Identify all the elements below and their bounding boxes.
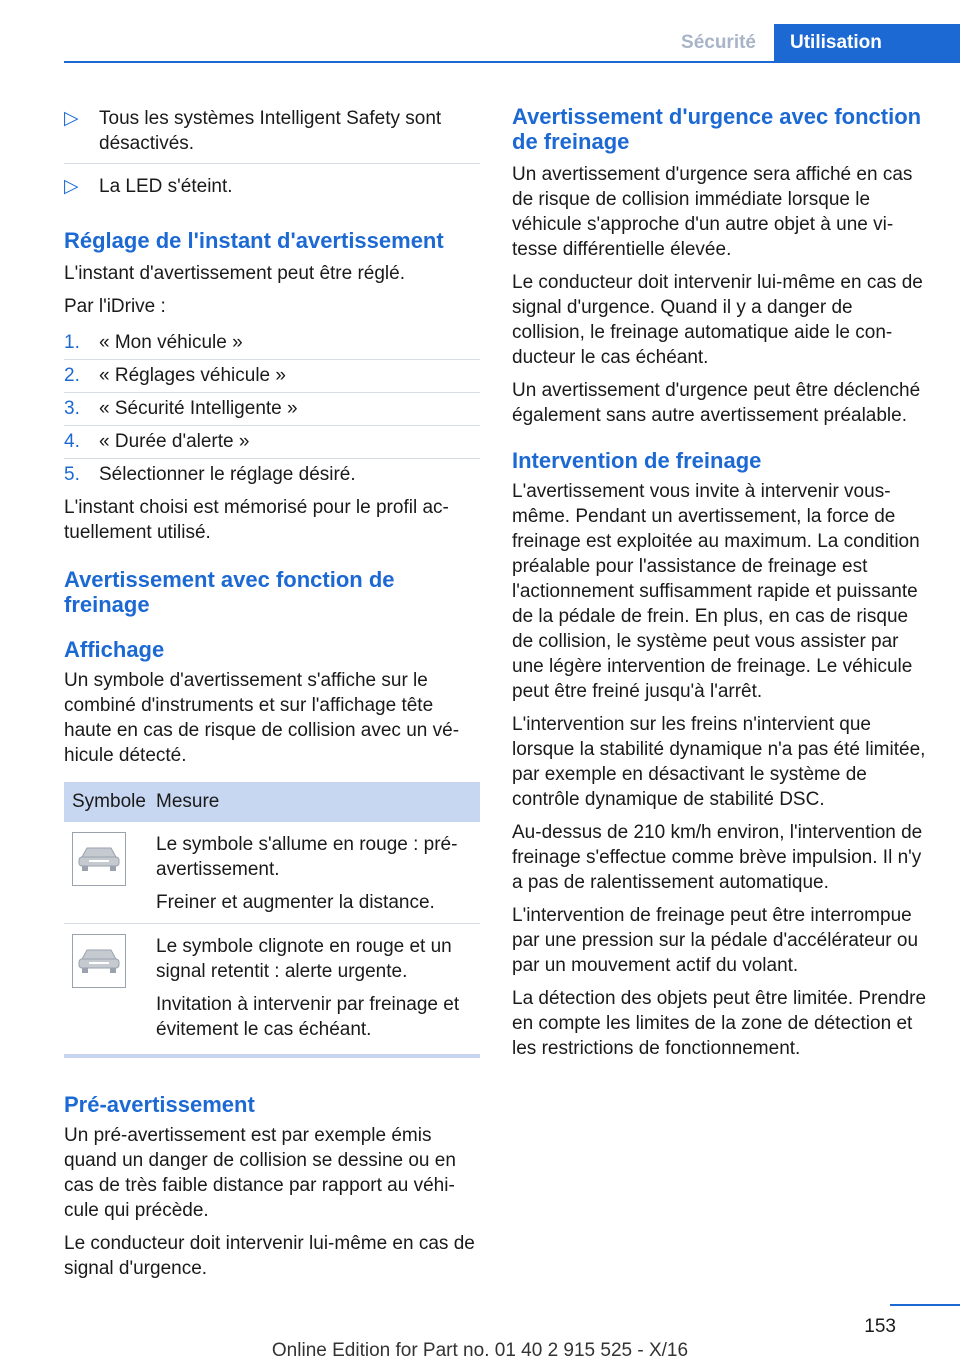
step-number: 5. — [64, 464, 80, 485]
paragraph: Le conducteur doit intervenir lui-même en cas de signal d'urgence. — [64, 1233, 475, 1279]
step-item — [64, 327, 480, 360]
triangle-bullet-icon: ▷ — [64, 176, 79, 197]
paragraph: Au-dessus de 210 km/h environ, l'intervention de freinage s'effectue comme brève impulsion. Il n'y a pas de ralentissement automatique. — [512, 822, 923, 893]
edition-footer: Online Edition for Part no. 01 40 2 915 525 - X/16 — [271, 1340, 689, 1361]
list-item — [64, 172, 480, 206]
measure-cell — [154, 924, 480, 1057]
heading-display: Affichage — [64, 637, 165, 662]
left-column — [64, 104, 480, 1289]
footer-divider — [890, 1304, 960, 1306]
symbol-cell — [64, 822, 154, 924]
symbol-table — [64, 782, 480, 1058]
step-item — [64, 426, 480, 459]
heading-urgent-warning: Avertissement d'urgence avec fonction de freinage — [512, 104, 922, 154]
car-warning-icon — [72, 832, 126, 886]
table-row — [64, 822, 480, 924]
heading-brake-intervention: Intervention de freinage — [512, 448, 762, 473]
paragraph: L'instant choisi est mémorisé pour le profil actuellement utilisé. — [64, 497, 449, 543]
paragraph: Par l'iDrive : — [64, 296, 166, 317]
step-item — [64, 393, 480, 426]
measure-text: Freiner et augmenter la distance. — [156, 892, 435, 913]
step-number: 2. — [64, 365, 80, 386]
paragraph: Un avertissement d'urgence sera affiché en cas de risque de collision immédiate lorsque le véhicule s'approche d'un autre objet à une vitesse différentielle élevée. — [512, 164, 913, 260]
header-tabs — [663, 24, 960, 62]
paragraph: L'instant d'avertissement peut être réglé. — [64, 263, 405, 284]
list-item-text: La LED s'éteint. — [99, 176, 233, 197]
step-text: Sélectionner le réglage désiré. — [99, 464, 356, 485]
step-text: « Mon véhicule » — [99, 332, 243, 353]
paragraph: Un symbole d'avertissement s'affiche sur le combiné d'instruments et sur l'affichage tête haute en cas de risque de collision avec un véhicule détecté. — [64, 670, 460, 766]
step-number: 3. — [64, 398, 80, 419]
measure-cell — [154, 822, 480, 924]
car-warning-icon — [72, 934, 126, 988]
tab-security[interactable]: Sécurité — [681, 32, 756, 53]
column-header-symbol: Symbole — [64, 782, 154, 822]
measure-text: Invitation à intervenir par freinage et évitement le cas échéant. — [156, 994, 460, 1040]
paragraph: L'intervention de freinage peut être interrompue par une pression sur la pédale d'accélérateur ou par un mouvement actif du volant. — [512, 905, 919, 976]
step-text: « Réglages véhicule » — [99, 365, 286, 386]
paragraph: L'intervention sur les freins n'intervient que lorsque la stabilité dynamique n'a pas été limitée, par exemple en désactivant le système de contrôle dynamique de stabilité DSC. — [512, 714, 926, 810]
list-item-text: Tous les systèmes Intelligent Safety sont désactivés. — [99, 108, 442, 154]
step-text: « Sécurité Intelligente » — [99, 398, 298, 419]
step-item — [64, 360, 480, 393]
measure-text: Le symbole s'allume en rouge : pré-avertissement. — [156, 834, 458, 880]
heading-warning-time: Réglage de l'instant d'avertissement — [64, 228, 444, 253]
step-item — [64, 459, 480, 491]
paragraph: La détection des objets peut être limitée. Prendre en compte les limites de la zone de détection et les restrictions de fonctionnement. — [512, 988, 927, 1059]
tab-usage[interactable]: Utilisation — [774, 24, 960, 62]
triangle-bullet-icon: ▷ — [64, 108, 79, 129]
table-row — [64, 924, 480, 1057]
heading-pre-warning: Pré-avertissement — [64, 1092, 255, 1117]
list-item — [64, 104, 480, 164]
symbol-cell — [64, 924, 154, 1057]
paragraph: Un pré-avertissement est par exemple émis quand un danger de collision se dessine ou en cas de très faible distance par rapport au véhicule qui précède. — [64, 1125, 456, 1221]
paragraph: Le conducteur doit intervenir lui-même en cas de signal d'urgence. Quand il y a danger de collision, le freinage automatique aide le conducteur le cas échéant. — [512, 272, 923, 368]
right-column — [512, 104, 928, 1069]
heading-braking-warning: Avertissement avec fonction de freinage — [64, 567, 395, 617]
bullet-list — [64, 104, 480, 206]
step-number: 1. — [64, 332, 80, 353]
step-number: 4. — [64, 431, 80, 452]
paragraph: Un avertissement d'urgence peut être déclenché également sans autre avertissement préalable. — [512, 380, 921, 426]
column-header-measure: Mesure — [154, 782, 480, 822]
numbered-steps — [64, 327, 480, 491]
measure-text: Le symbole clignote en rouge et un signal retentit : alerte urgente. — [156, 936, 452, 982]
step-text: « Durée d'alerte » — [99, 431, 250, 452]
table-header-row — [64, 782, 480, 822]
header-divider — [64, 61, 960, 63]
page-number: 153 — [864, 1316, 896, 1337]
paragraph: L'avertissement vous invite à intervenir vous-même. Pendant un avertissement, la force de freinage est exploitée au maximum. La condition préalable pour l'assistance de freinage est l'actionnement suffisamment rapide et puissante de la pédale de frein. En plus, en cas de risque de collision, le système peut vous assister par une légère intervention de freinage. Le véhicule peut être freiné jusqu'à l'arrêt. — [512, 481, 920, 702]
